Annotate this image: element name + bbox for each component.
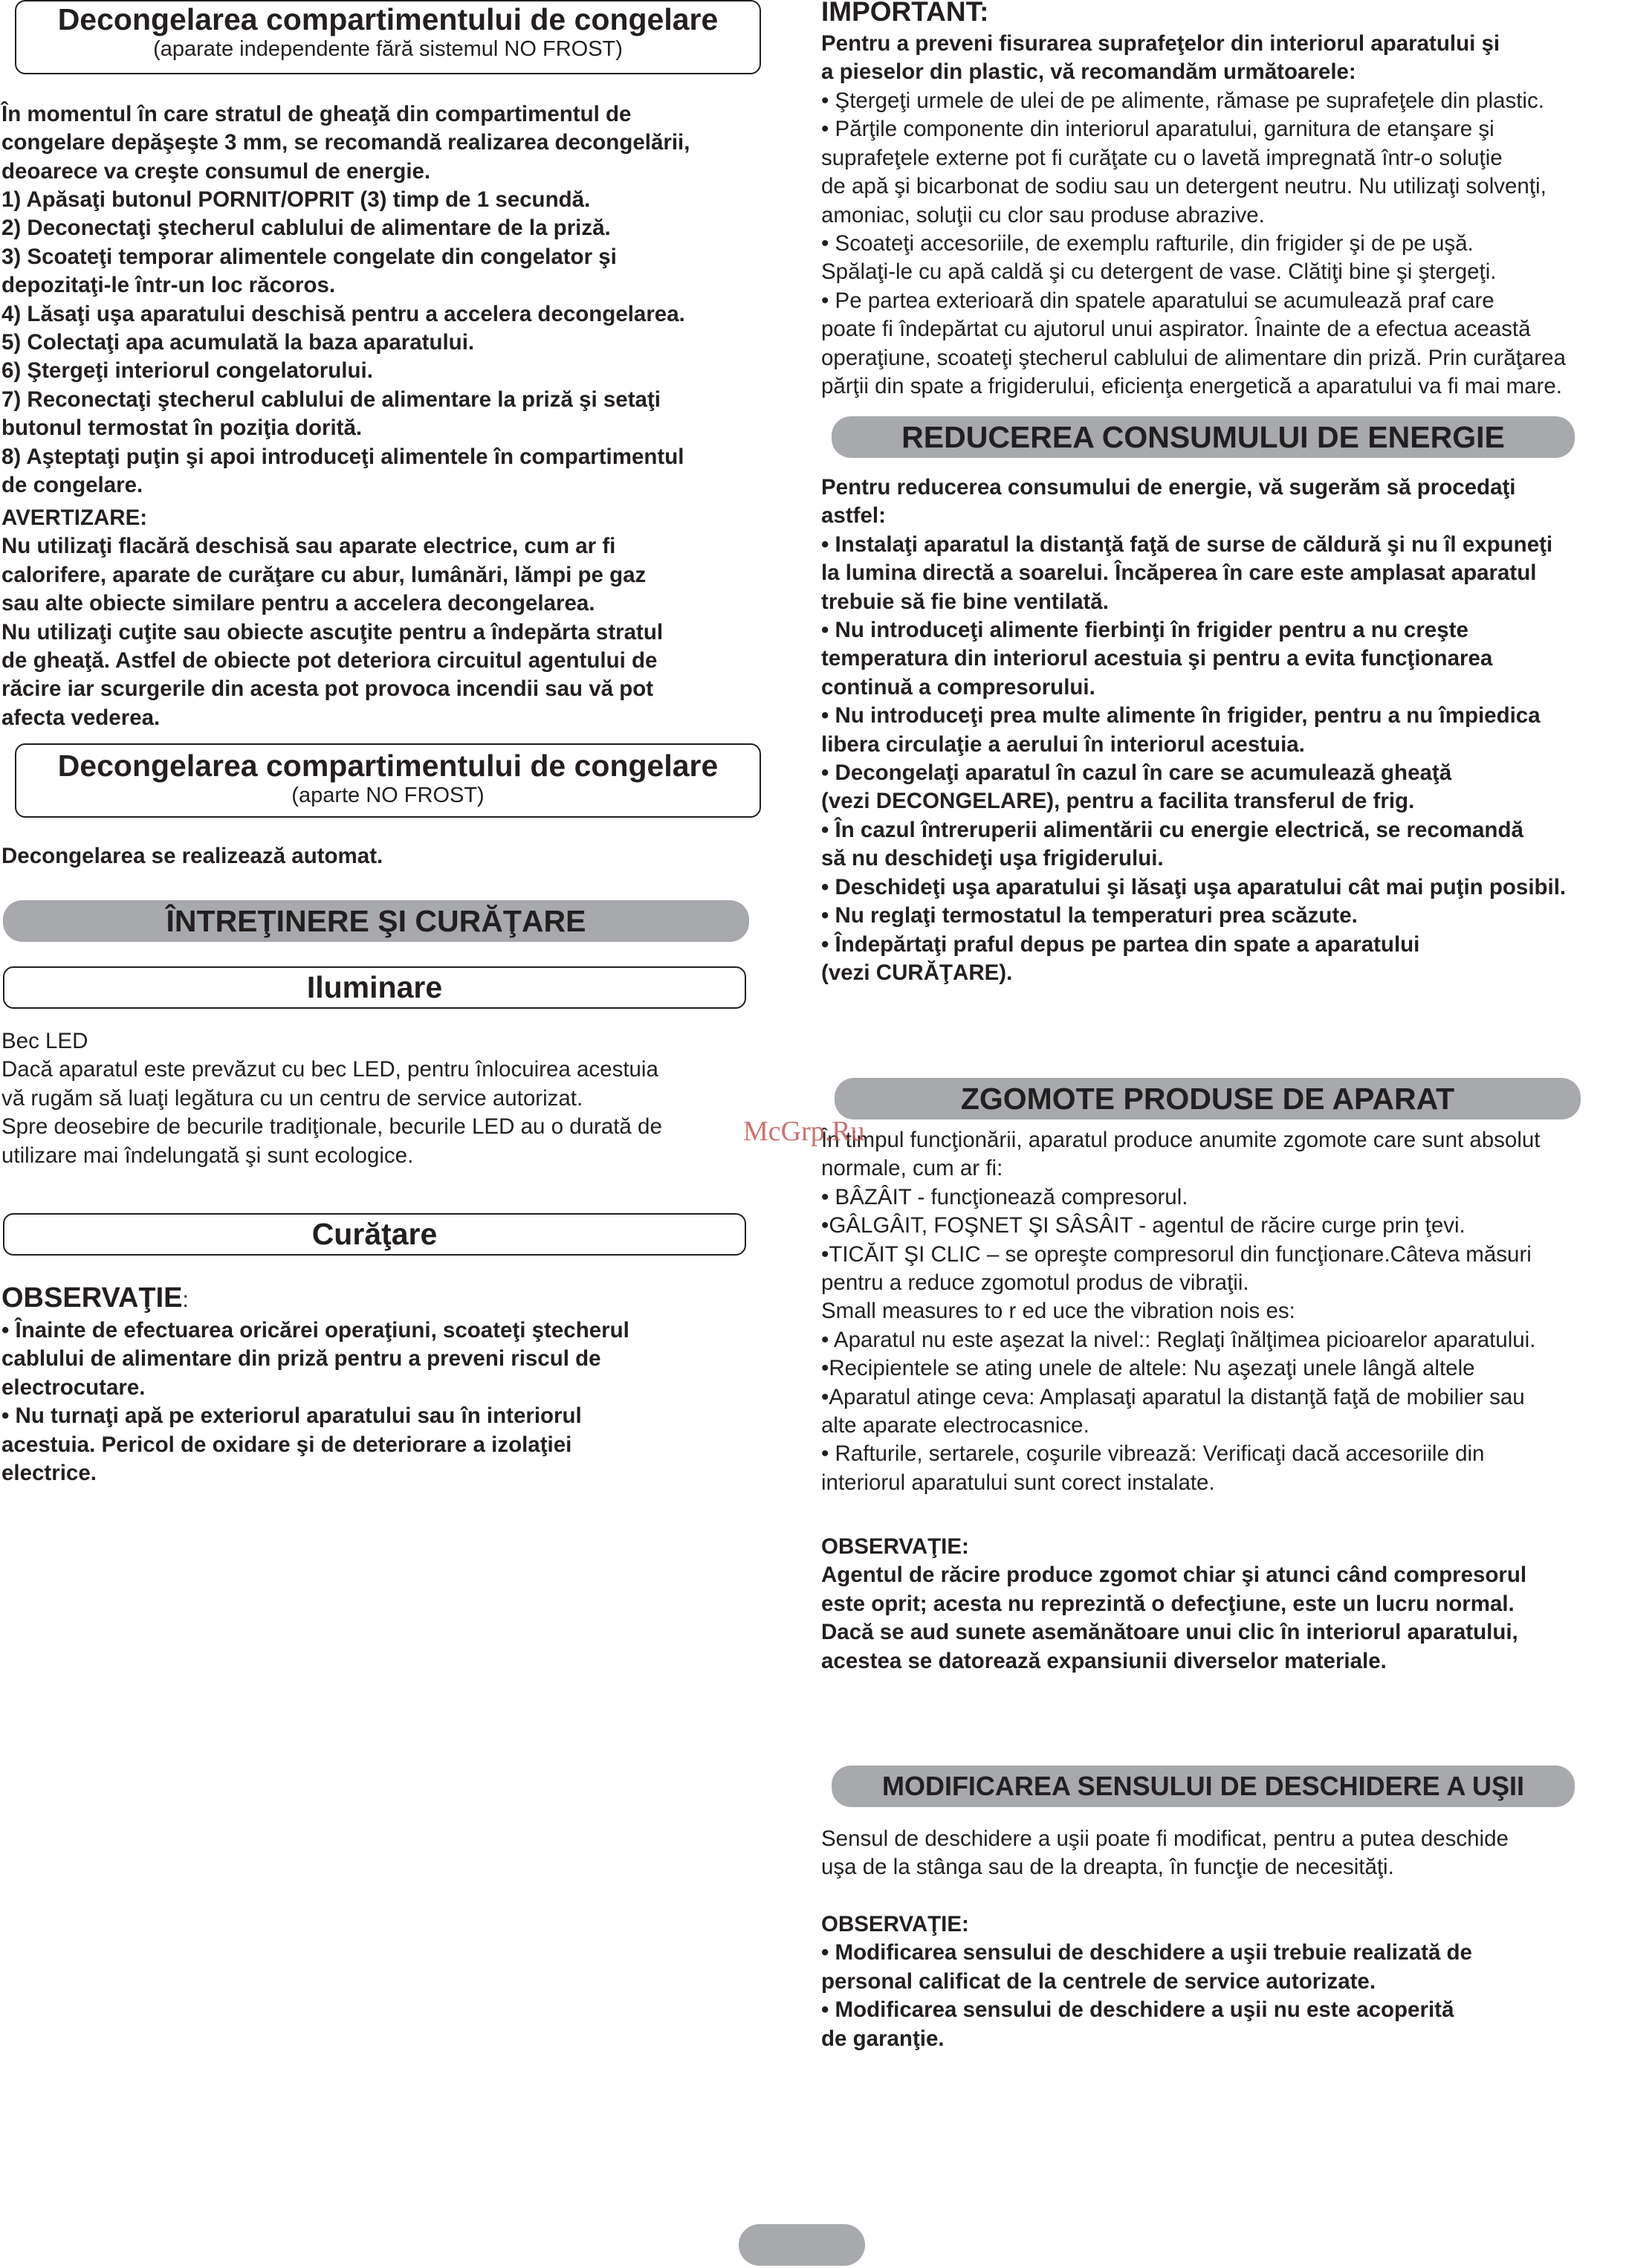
obs-line: • Nu turnaţi apă pe exteriorul aparatului sau în interiorul	[1, 1403, 582, 1429]
door-heading: MODIFICAREA SENSULUI DE DESCHIDERE A UŞII	[832, 1765, 1575, 1807]
step-line: 8) Aşteptaţi puţin şi apoi introduceţi alimentele în compartimentul	[1, 444, 684, 469]
important-line: Spălaţi-le cu apă caldă şi cu detergent de vase. Clătiţi bine şi ştergeţi.	[821, 259, 1497, 285]
noise-obs-line: este oprit; acesta nu reprezintă o defecţiune, este un lucru normal.	[821, 1591, 1515, 1616]
energy-line: • Îndepărtaţi praful depus pe partea din spate a aparatului	[821, 931, 1420, 957]
important-line: • Scoateţi accesoriile, de exemplu rafturile, din frigider şi de pe uşă.	[821, 231, 1474, 256]
led-section	[1, 1027, 762, 1170]
important-line: poate fi îndepărtat cu ajutorul unui aspirator. Înainte de a efectua această	[821, 317, 1531, 342]
cleaning-heading: Curăţare	[311, 1217, 438, 1251]
important-line: părţii din spate a frigiderului, eficienţa energetică a aparatului va fi mai mare.	[821, 374, 1562, 399]
warning-block	[1, 504, 762, 732]
energy-line: • Deschideţi uşa aparatului şi lăsaţi uşa aparatului cât mai puţin posibil.	[821, 874, 1567, 899]
step-line: 2) Deconectaţi ştecherul cablului de alimentare de la priză.	[1, 216, 611, 241]
energy-line: • Nu introduceţi prea multe alimente în frigider, pentru a nu împiedica	[821, 703, 1541, 728]
noise-line: pentru a reduce zgomotul produs de vibraţii.	[821, 1270, 1249, 1296]
text-line: congelare depăşeşte 3 mm, se recomandă realizarea decongelării,	[1, 130, 690, 155]
warning-line: de gheaţă. Astfel de obiecte pot deteriora circuitul agentului de	[1, 648, 658, 673]
noise-line: interiorul aparatului sunt corect instalate.	[821, 1470, 1215, 1495]
step-line: de congelare.	[1, 473, 143, 498]
text-line: deoarece va creşte consumul de energie.	[1, 158, 431, 184]
energy-line: (vezi CURĂŢARE).	[821, 960, 1013, 985]
obs-line: electrocutare.	[1, 1374, 146, 1400]
noise-line: Small measures to r ed uce the vibration nois es:	[821, 1299, 1295, 1324]
energy-line: (vezi DECONGELARE), pentru a facilita transferul de frig.	[821, 789, 1415, 814]
page-number-badge	[739, 2224, 865, 2266]
step-line: 4) Lăsaţi uşa aparatului deschisă pentru a accelera decongelarea.	[1, 301, 685, 326]
energy-line: Pentru reducerea consumului de energie, vă sugerăm să procedaţi	[821, 475, 1516, 500]
door-obs-label: OBSERVAŢIE:	[821, 1912, 969, 1936]
door-obs	[821, 1910, 1628, 2053]
defrost-manual-box	[15, 0, 761, 74]
step-line: 5) Colectaţi apa acumulată la baza aparatului.	[1, 330, 475, 355]
noise-obs-line: Agentul de răcire produce zgomot chiar şi atunci când compresorul	[821, 1563, 1527, 1588]
important-line: amoniac, soluţii cu clor sau produse abrazive.	[821, 202, 1265, 227]
obs-colon: :	[182, 1288, 189, 1312]
noise-line: •Recipientele se ating unele de altele: Nu aşezaţi unele lângă altele	[821, 1356, 1475, 1381]
lighting-heading: Iluminare	[306, 970, 443, 1004]
energy-line: trebuie să fie bine ventilată.	[821, 589, 1109, 614]
defrost-steps	[1, 186, 762, 500]
energy-list	[821, 474, 1628, 987]
warning-line: răcire iar scurgerile din acesta pot provoca incendii sau vă pot	[1, 676, 654, 702]
energy-heading: REDUCEREA CONSUMULUI DE ENERGIE	[832, 416, 1575, 458]
warning-line: Nu utilizaţi flacără deschisă sau aparate electrice, cum ar fi	[1, 534, 616, 559]
important-line: de apă şi bicarbonat de sodiu sau un detergent neutru. Nu utilizaţi solvenţi,	[821, 174, 1547, 199]
step-line: 1) Apăsaţi butonul PORNIT/OPRIT (3) timp de 1 secundă.	[1, 187, 591, 212]
defrost-manual-title: Decongelarea compartimentului de congelare	[57, 2, 719, 36]
important-bold-line: a pieselor din plastic, vă recomandăm următoarele:	[821, 59, 1356, 85]
noise-line: •GÂLGÂIT, FOŞNET ŞI SÂSÂIT - agentul de răcire curge prin ţevi.	[821, 1213, 1466, 1238]
obs-line: electrice.	[1, 1461, 97, 1486]
important-line: operaţiune, scoateţi ştecherul cablului de alimentare din priză. Prin curăţarea	[821, 345, 1566, 370]
energy-line: libera circulaţie a aerului în interiorul acestuia.	[821, 731, 1305, 757]
important-line: • Părţile componente din interiorul aparatului, garnitura de etanşare şi	[821, 117, 1494, 142]
important-line: • Ştergeţi urmele de ulei de pe alimente, rămase pe suprafeţele din plastic.	[821, 88, 1544, 113]
warning-line: Nu utilizaţi cuţite sau obiecte ascuţite pentru a îndepărta stratul	[1, 619, 664, 644]
important-line: • Pe partea exterioară din spatele aparatului se acumulează praf care	[821, 288, 1494, 313]
noise-line: • Rafturile, sertarele, coşurile vibrează: Verificaţi dacă accesoriile din	[821, 1441, 1485, 1467]
cleaning-obs	[1, 1282, 762, 1487]
door-line: Sensul de deschidere a uşii poate fi modificat, pentru a putea deschide	[821, 1826, 1509, 1851]
noise-heading: ZGOMOTE PRODUSE DE APARAT	[835, 1078, 1581, 1120]
maintenance-heading: ÎNTREŢINERE ŞI CURĂŢARE	[3, 900, 749, 942]
door-obs-line: de garanţie.	[821, 2026, 945, 2051]
defrost-intro	[1, 100, 762, 186]
energy-line: temperatura din interiorul acestuia şi pentru a evita funcţionarea	[821, 646, 1493, 671]
defrost-nofrost-title: Decongelarea compartimentului de congelare	[57, 749, 719, 783]
led-label: Bec LED	[1, 1029, 88, 1053]
noise-line: alte aparate electrocasnice.	[821, 1413, 1089, 1438]
warning-line: afecta vederea.	[1, 705, 161, 730]
step-line: 3) Scoateţi temporar alimentele congelate din congelator şi	[1, 244, 617, 269]
door-line: uşa de la stânga sau de la dreapta, în funcţie de necesităţi.	[821, 1855, 1394, 1880]
warning-label: AVERTIZARE:	[1, 505, 148, 530]
defrost-nofrost-box	[15, 743, 761, 818]
energy-line: • Nu introduceţi alimente fierbinţi în frigider pentru a nu creşte	[821, 618, 1468, 643]
noise-obs-line: Dacă se aud sunete asemănătoare unui clic în interiorul aparatului,	[821, 1620, 1518, 1645]
obs-label: OBSERVAŢIE	[1, 1282, 183, 1314]
door-text	[821, 1825, 1628, 1882]
led-line: Dacă aparatul este prevăzut cu bec LED, pentru înlocuirea acestuia	[1, 1057, 658, 1082]
led-line: vă rugăm să luaţi legătura cu un centru de service autorizat.	[1, 1085, 583, 1111]
important-bold-line: Pentru a preveni fisurarea suprafeţelor din interiorul aparatului şi	[821, 31, 1500, 56]
defrost-manual-subtitle: (aparate independente fără sistemul NO FROST)	[153, 37, 623, 61]
watermark: McGrp.Ru	[743, 1116, 865, 1147]
step-line: 7) Reconectaţi ştecherul cablului de alimentare la priză şi setaţi	[1, 387, 661, 412]
warning-line: sau alte obiecte similare pentru a accelera decongelarea.	[1, 591, 595, 616]
warning-line: calorifere, aparate de curăţare cu abur, lumânări, lămpi pe gaz	[1, 562, 647, 587]
energy-line: • Instalaţi aparatul la distanţă faţă de surse de căldură şi nu îl expuneţi	[821, 532, 1553, 557]
noise-obs-line: acestea se datorează expansiunii diverselor materiale.	[821, 1648, 1387, 1673]
noise-obs-label: OBSERVAŢIE:	[821, 1534, 969, 1559]
noise-list	[821, 1126, 1628, 1497]
door-obs-line: • Modificarea sensului de deschidere a uşii trebuie realizată de	[821, 1940, 1472, 1965]
text-line: În momentul în care stratul de gheaţă din compartimentul de	[1, 102, 632, 126]
lighting-box	[3, 966, 746, 1009]
energy-line: • În cazul întreruperii alimentării cu energie electrică, se recomandă	[821, 817, 1523, 842]
important-intro	[821, 30, 1628, 87]
cleaning-box	[3, 1213, 746, 1256]
energy-line: • Nu reglaţi termostatul la temperaturi prea scăzute.	[821, 903, 1358, 928]
defrost-nofrost-subtitle: (aparte NO FROST)	[291, 784, 485, 807]
energy-line: • Decongelaţi aparatul în cazul în care se acumulează gheaţă	[821, 760, 1452, 786]
energy-line: astfel:	[821, 503, 886, 529]
auto-defrost-text	[1, 842, 762, 870]
noise-line: normale, cum ar fi:	[821, 1156, 1003, 1181]
obs-line: acestuia. Pericol de oxidare şi de deteriorare a izolaţiei	[1, 1432, 572, 1457]
noise-line: •Aparatul atinge ceva: Amplasaţi aparatul la distanţă faţă de mobilier sau	[821, 1384, 1525, 1409]
important-list	[821, 87, 1628, 401]
step-line: 6) Ştergeţi interiorul congelatorului.	[1, 358, 373, 384]
door-obs-line: • Modificarea sensului de deschidere a uşii nu este acoperită	[821, 1997, 1454, 2023]
energy-line: la lumina directă a soarelui. Încăperea în care este amplasat aparatul	[821, 560, 1537, 586]
led-line: Spre deosebire de becurile tradiţionale, becurile LED au o durată de	[1, 1114, 662, 1140]
auto-defrost-line: Decongelarea se realizează automat.	[1, 844, 383, 868]
door-obs-line: personal calificat de la centrele de service autorizate.	[821, 1968, 1376, 1994]
obs-line: cablului de alimentare din priză pentru a preveni riscul de	[1, 1346, 601, 1372]
noise-line: În timpul funcţionării, aparatul produce anumite zgomote care sunt absolut	[821, 1128, 1541, 1152]
step-line: butonul termostat în poziţia dorită.	[1, 416, 363, 441]
noise-obs	[821, 1533, 1628, 1676]
noise-line: • BÂZÂIT - funcţionează compresorul.	[821, 1184, 1188, 1209]
led-line: utilizare mai îndelungată şi sunt ecologice.	[1, 1143, 414, 1168]
obs-line: • Înainte de efectuarea oricărei operaţiuni, scoateţi ştecherul	[1, 1318, 629, 1343]
important-label: IMPORTANT:	[821, 0, 989, 27]
noise-line: • Aparatul nu este aşezat la nivel:: Reglaţi înălţimea picioarelor aparatului.	[821, 1327, 1536, 1352]
noise-line: •TICĂIT ŞI CLIC – se opreşte compresorul din funcţionare.Câteva măsuri	[821, 1241, 1532, 1267]
energy-line: să nu deschideţi uşa frigiderului.	[821, 846, 1164, 871]
important-line: suprafeţele externe pot fi curăţate cu o lavetă impregnată într-o soluţie	[821, 145, 1503, 170]
energy-line: continuă a compresorului.	[821, 674, 1095, 700]
step-line: depozitaţi-le într-un loc răcoros.	[1, 273, 336, 298]
